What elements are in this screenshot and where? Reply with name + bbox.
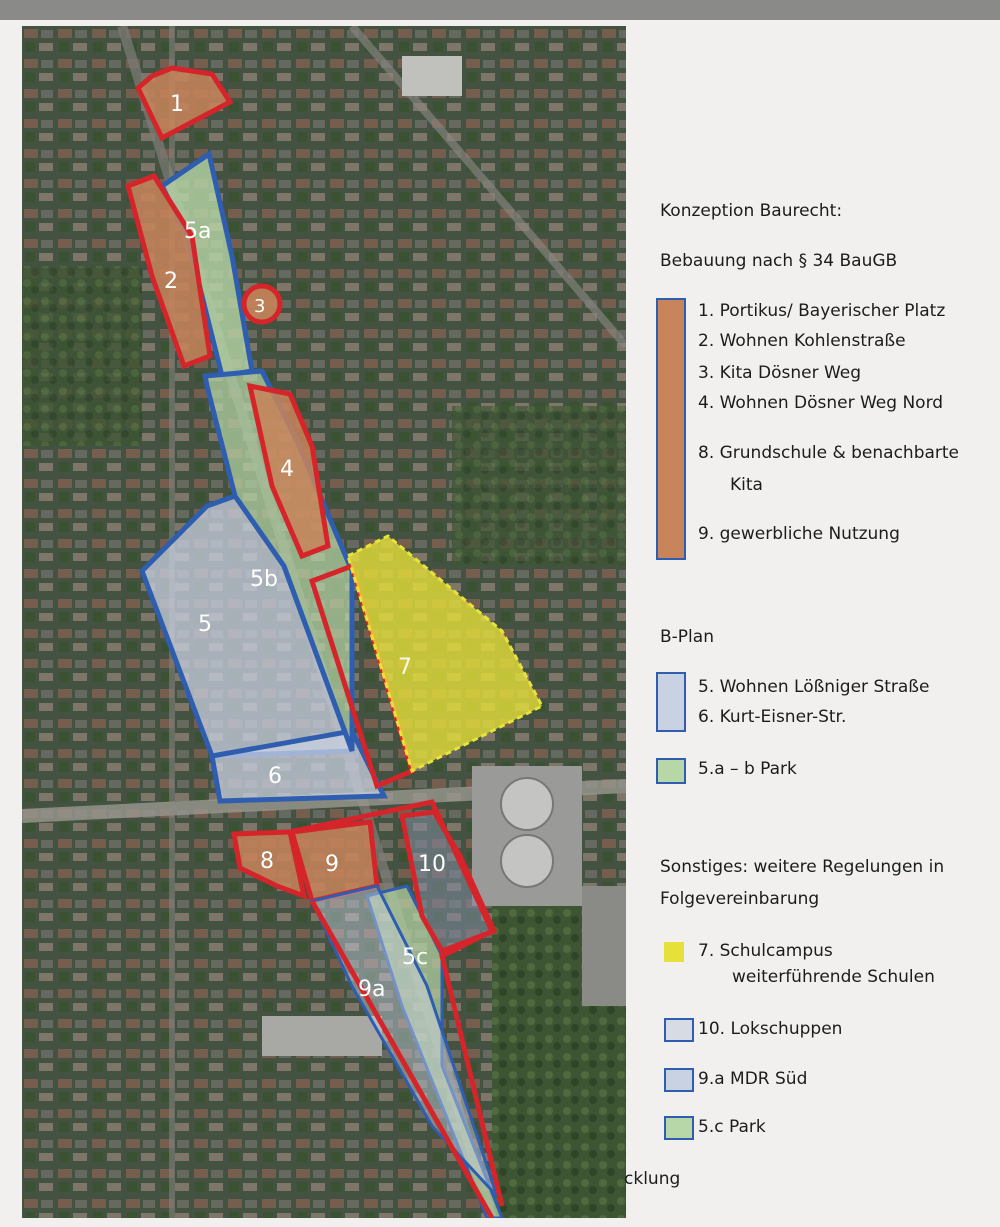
footer-fragment: cklung bbox=[624, 1169, 681, 1189]
swatch-park bbox=[656, 758, 686, 784]
legend-item-4: 4. Wohnen Dösner Weg Nord bbox=[698, 393, 944, 413]
legend-title: Konzeption Baurecht: bbox=[660, 201, 843, 221]
label-10: 10 bbox=[418, 852, 446, 877]
legend-section-bplan-heading: B-Plan bbox=[660, 627, 714, 647]
legend-item-8-cont: Kita bbox=[730, 475, 763, 495]
legend-item-7: 7. Schulcampus bbox=[698, 941, 833, 961]
legend-item-6: 6. Kurt-Eisner-Str. bbox=[698, 707, 847, 727]
label-7: 7 bbox=[398, 655, 412, 680]
label-2: 2 bbox=[164, 269, 178, 294]
legend-section-baurecht-heading: Bebauung nach § 34 BauGB bbox=[660, 251, 898, 271]
swatch-mdr bbox=[664, 1068, 694, 1092]
legend-item-park: 5.a – b Park bbox=[698, 759, 797, 779]
swatch-park-c bbox=[664, 1116, 694, 1140]
legend-item-1: 1. Portikus/ Bayerischer Platz bbox=[698, 301, 946, 321]
swatch-bplan bbox=[656, 672, 686, 732]
legend-item-5c: 5.c Park bbox=[698, 1117, 766, 1137]
legend-section-sonstiges-line1: Sonstiges: weitere Regelungen in bbox=[660, 857, 945, 877]
legend-item-10: 10. Lokschuppen bbox=[698, 1019, 843, 1039]
label-5b: 5b bbox=[250, 567, 278, 592]
label-9a: 9a bbox=[358, 977, 386, 1002]
label-1: 1 bbox=[170, 92, 184, 117]
label-3: 3 bbox=[254, 296, 266, 317]
label-9: 9 bbox=[325, 852, 339, 877]
swatch-baurecht bbox=[656, 298, 686, 560]
legend-item-2: 2. Wohnen Kohlenstraße bbox=[698, 331, 906, 351]
legend-section-sonstiges-line2: Folgevereinbarung bbox=[660, 889, 820, 909]
label-5: 5 bbox=[198, 612, 212, 637]
aerial-map bbox=[22, 26, 626, 1218]
legend-item-8: 8. Grundschule & benachbarte bbox=[698, 443, 960, 463]
label-6: 6 bbox=[268, 764, 282, 789]
legend-item-9: 9. gewerbliche Nutzung bbox=[698, 524, 900, 544]
legend bbox=[638, 0, 1000, 1227]
label-5a: 5a bbox=[184, 219, 212, 244]
legend-item-9a: 9.a MDR Süd bbox=[698, 1069, 808, 1089]
swatch-lokschuppen bbox=[664, 1018, 694, 1042]
label-5c: 5c bbox=[402, 945, 429, 970]
swatch-campus bbox=[664, 942, 684, 962]
legend-item-3: 3. Kita Dösner Weg bbox=[698, 363, 862, 383]
legend-item-7-cont: weiterführende Schulen bbox=[732, 967, 935, 987]
legend-item-5: 5. Wohnen Lößniger Straße bbox=[698, 677, 930, 697]
label-8: 8 bbox=[260, 849, 274, 874]
label-4: 4 bbox=[280, 457, 294, 482]
